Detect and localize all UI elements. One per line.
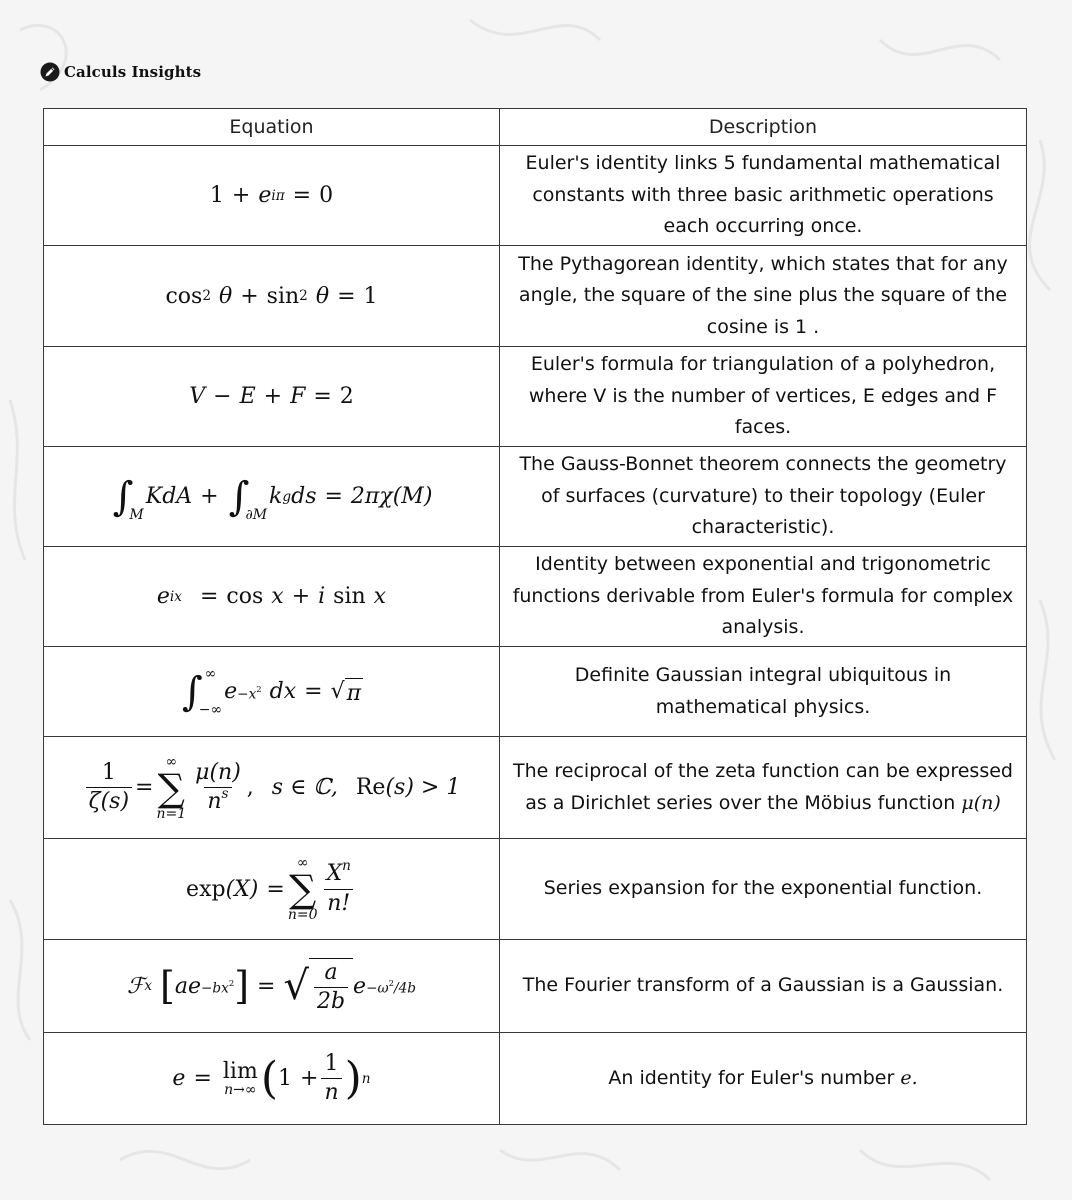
equation-cell [44,146,500,246]
table-row [44,940,1027,1033]
equation-zeta-reciprocal: $\frac{1}{\zeta(s)}$ = ∞ ∑ n=1 $\frac{\mu(n)}{n^s}$ , s ∈ ℂ, Re (s) > 1 [83,755,461,821]
equation-gauss-bonnet: ∫ M KdA + ∫ ∂M k g ds = 2πχ(M) [112,473,433,523]
description-cell: Identity between exponential and trigonometric functions derivable from Euler's formula for complex analysis. [500,547,1027,647]
description-cell: Euler's identity links 5 fundamental mathematical constants with three basic arithmetic operations each occurring once. [500,146,1027,246]
column-header-description: Description [500,109,1027,146]
table-row [44,839,1027,940]
description-cell: Series expansion for the exponential function. [500,839,1027,940]
equation-euler-polyhedron: V − E + F = 2 [189,384,354,409]
description-math-mobius: μ(n) [961,791,1001,814]
table-header-row [44,109,1027,146]
description-cell: An identity for Euler's number e. [500,1033,1027,1125]
description-cell: Definite Gaussian integral ubiquitous in mathematical physics. [500,647,1027,737]
equation-cell [44,347,500,447]
table-row [44,447,1027,547]
table-row [44,547,1027,647]
description-cell: Euler's formula for triangulation of a polyhedron, where V is the number of vertices, E edges and F faces. [500,347,1027,447]
equation-euler-formula: e ix = cos x + i sin x [156,584,387,609]
equation-cell [44,547,500,647]
equation-cell [44,447,500,547]
equation-pythagorean-identity: cos 2 θ + sin 2 θ = 1 [165,283,378,309]
equation-cell [44,647,500,737]
table-row [44,246,1027,347]
table-row [44,146,1027,246]
description-cell: The Fourier transform of a Gaussian is a Gaussian. [500,940,1027,1033]
equation-cell [44,246,500,347]
column-header-equation: Equation [44,109,500,146]
equation-exp-series: exp (X) = ∞ ∑ n=0 $\frac{X^n}{n!}$ [186,856,357,922]
equation-cell [44,737,500,839]
table-row [44,737,1027,839]
table-row [44,647,1027,737]
equation-gaussian-integral: ∫ ∞ −∞ e $-x^2$ dx = √ π [181,665,362,718]
equation-euler-number-limit: e = lim n→∞ ( 1 + $\frac{1}{n}$ ) n [172,1050,371,1105]
description-cell: The Gauss-Bonnet theorem connects the geometry of surfaces (curvature) to their topology (Euler characteristic). [500,447,1027,547]
equation-fourier-gaussian: ℱ x [ a e $-bx^2$ ] = √ $\frac{a}{2b}$ e $-\omega^2/4b$ [127,959,416,1014]
equation-cell [44,1033,500,1125]
description-cell: The Pythagorean identity, which states that for any angle, the square of the sine plus the square of the cosine is 1 . [500,246,1027,347]
equations-table [43,108,1027,1125]
description-math-e: e. [900,1066,918,1089]
equation-euler-identity: 1 + e iπ = 0 [209,183,334,208]
equations-table-container [43,108,1026,1125]
pencil-circle-icon [40,62,60,82]
table-row [44,347,1027,447]
table-row [44,1033,1027,1125]
equation-cell [44,940,500,1033]
description-cell: The reciprocal of the zeta function can be expressed as a Dirichlet series over the Möbius function μ(n) [500,737,1027,839]
equation-cell [44,839,500,940]
brand-header [40,62,201,82]
brand-name: Calculs Insights [64,63,202,81]
